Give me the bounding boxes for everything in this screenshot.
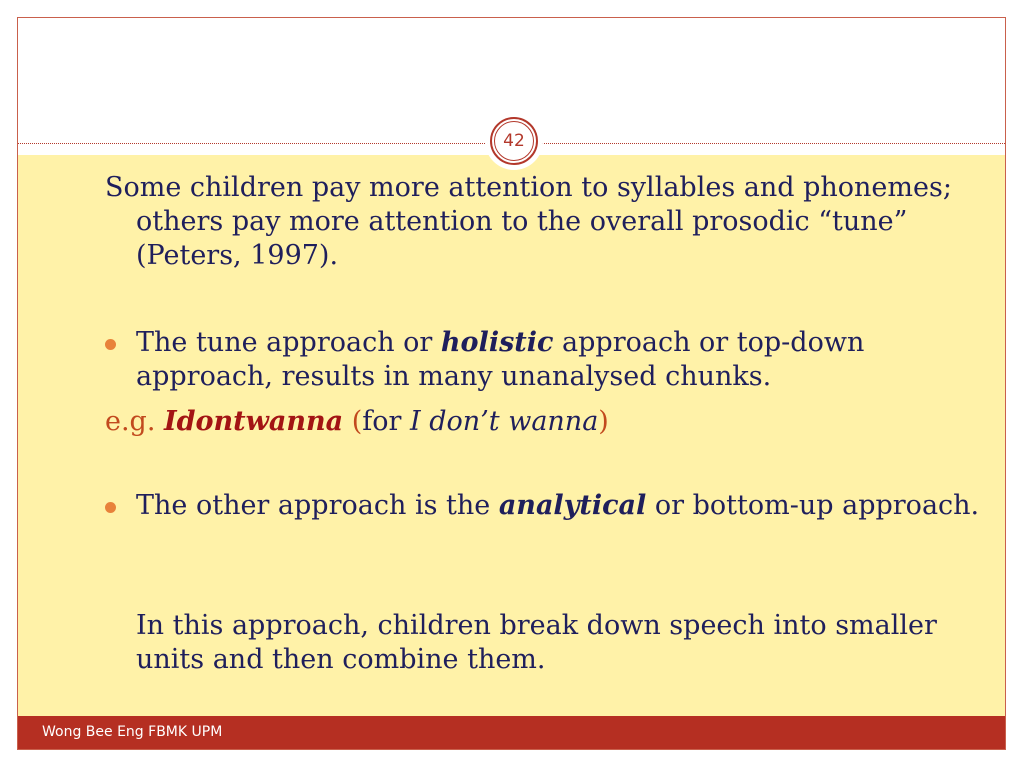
example-close-paren: ) xyxy=(598,406,609,437)
bullet-analytical-pre: The other approach is the xyxy=(136,490,499,521)
bullet-analytical-post: or bottom-up approach. xyxy=(646,490,980,521)
bullet-analytical xyxy=(105,489,985,523)
bullet-analytical-text xyxy=(105,489,985,523)
example-open-paren: ( xyxy=(343,406,363,437)
bullet-holistic-post: approach or top-down approach, results in many unanalysed chunks. xyxy=(136,327,865,392)
example-line xyxy=(105,405,985,439)
example-word: Idontwanna xyxy=(164,406,344,437)
intro-paragraph: Some children pay more attention to syllables and phonemes; others pay more attention to the overall prosodic “tune” (Peters, 1997). xyxy=(105,172,952,271)
page-number-badge xyxy=(490,117,538,165)
example-for: for xyxy=(362,406,411,437)
bullet-dot-icon xyxy=(105,339,116,350)
page-number: 42 xyxy=(503,131,525,151)
holistic-term: holistic xyxy=(440,327,554,358)
analytical-term: analytical xyxy=(498,490,647,521)
footer-bar xyxy=(18,716,1005,749)
bullet-holistic-text xyxy=(105,326,985,394)
bullet-holistic xyxy=(105,326,985,394)
bullet-holistic-pre: The tune approach or xyxy=(136,327,441,358)
approach-explanation: In this approach, children break down speech into smaller units and then combine them. xyxy=(136,610,937,675)
example-prefix: e.g. xyxy=(105,406,165,437)
example-gloss: I don’t wanna xyxy=(410,406,599,437)
bullet-dot-icon xyxy=(105,502,116,513)
footer-text: Wong Bee Eng FBMK UPM xyxy=(42,724,223,740)
